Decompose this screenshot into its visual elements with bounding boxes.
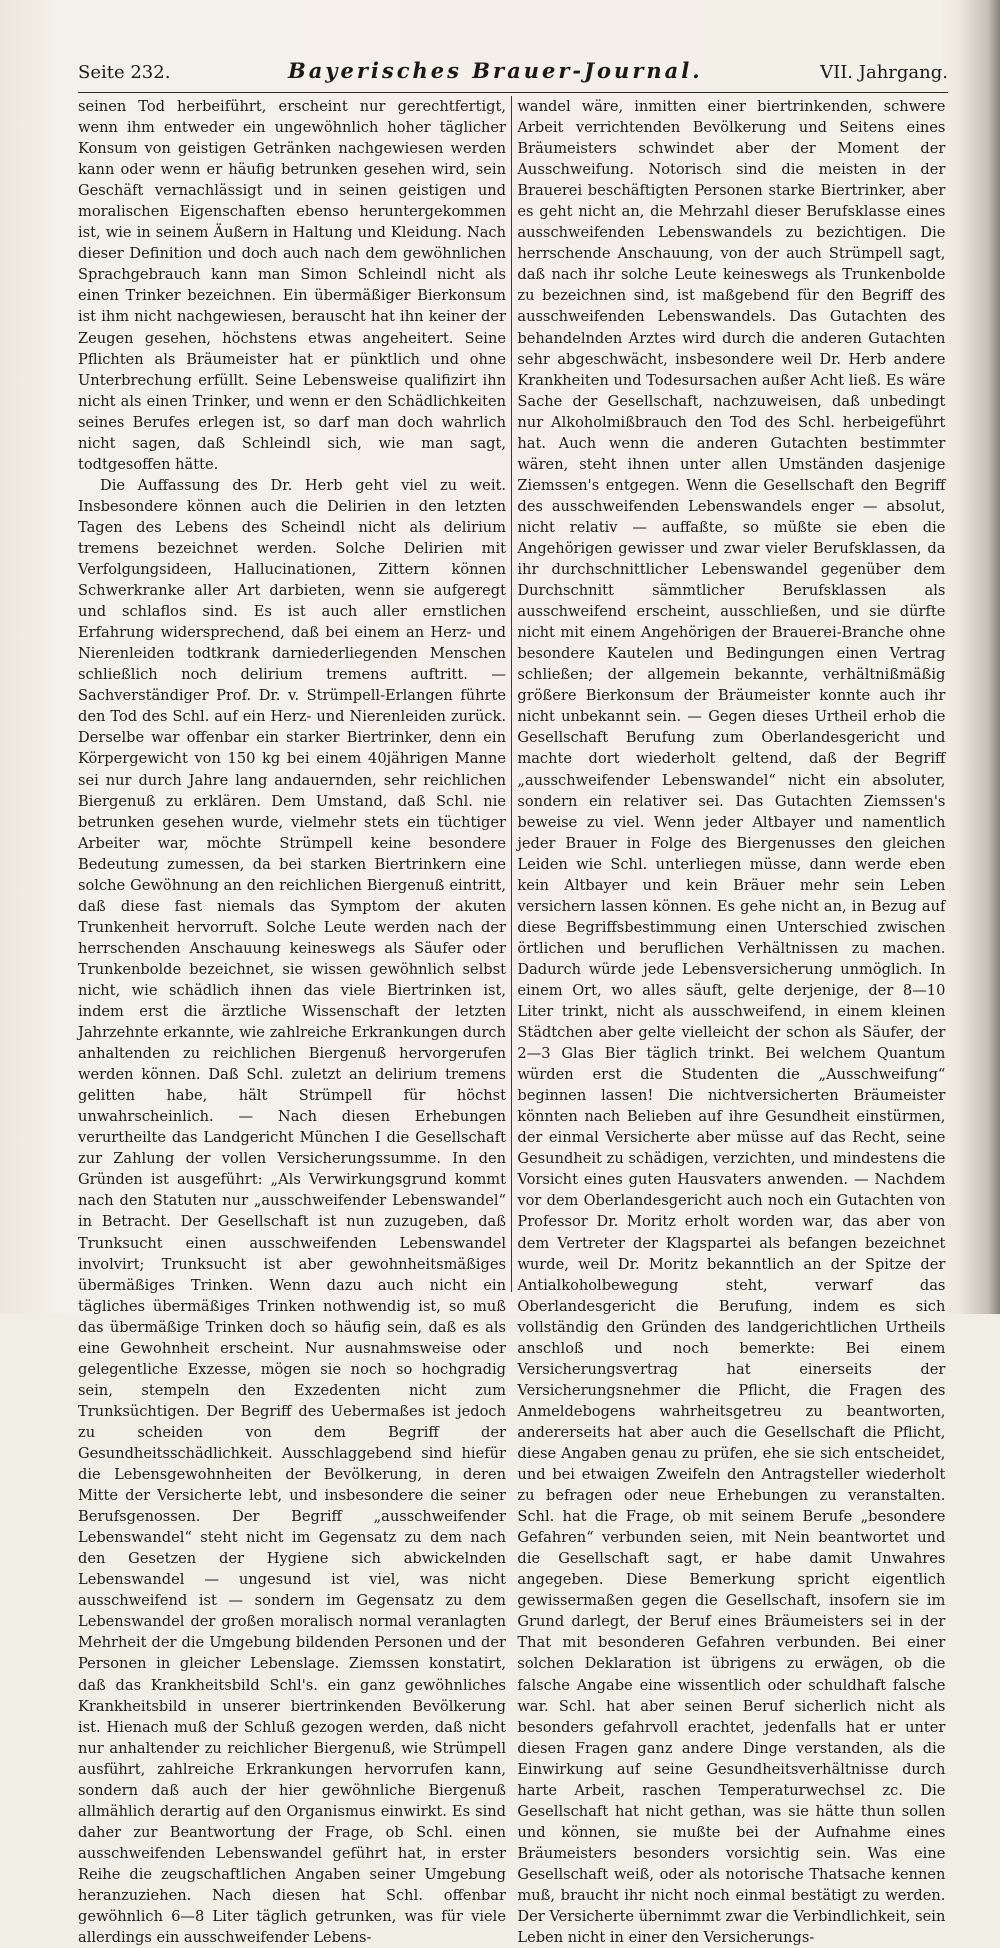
volume-label: VII. Jahrgang.	[820, 62, 948, 83]
page-number: Seite 232.	[78, 62, 171, 83]
column-divider	[511, 96, 512, 1292]
binding-shadow	[960, 0, 1000, 1314]
left-paragraph-1: seinen Tod herbeiführt, erscheint nur gerechtfertigt, wenn ihm entweder ein ungewöhnlich hoher täglicher Konsum von geistigen Getränken nachgewiesen werden kann oder wenn er häufig betrunken gesehen wird, sein Geschäft vernachlässigt und in seinen geistigen und moralischen Eigenschaften ebenso heruntergekommen ist, wie in seinem Äußern in Haltung und Kleidung. Nach dieser Definition und doch auch nach dem gewöhnlichen Sprachgebrauch kann man Simon Schleindl nicht als einen Trinker bezeichnen. Ein übermäßiger Bierkonsum ist ihm nicht nachgewiesen, berauscht hat ihn keiner der Zeugen gesehen, höchstens etwas angeheitert. Seine Pflichten als Bräumeister hat er pünktlich und ohne Unterbrechung erfüllt. Seine Lebensweise qualifizirt ihn nicht als einen Trinker, und wenn er den Schädlichkeiten seines Berufes erlegen ist, so darf man doch wahrlich nicht sagen, daß Schleindl sich, wie man sagt, todtgesoffen hätte.	[78, 98, 506, 473]
right-paragraph-1: wandel wäre, inmitten einer biertrinkenden, schwere Arbeit verrichtenden Bevölkerung und Seitens eines Bräumeisters schwindet aber der Moment der Ausschweifung. Notorisch sind die meisten in der Brauerei beschäftigten Personen starke Biertrinker, aber es geht nicht an, die Mehrzahl dieser Berufsklasse eines ausschweifenden Lebenswandels zu bezichtigen. Die herrschende Anschauung, von der auch Strümpell sagt, daß nach ihr solche Leute keineswegs als Trunkenbolde zu bezeichnen sind, ist maßgebend für den Begriff des ausschweifenden Lebenswandels. Das Gutachten des behandelnden Arztes wird durch die anderen Gutachten sehr abgeschwächt, insbesondere weil Dr. Herb andere Krankheiten und Todesursachen außer Acht ließ. Es wäre Sache der Gesellschaft, nachzuweisen, daß unbedingt nur Alkoholmißbrauch den Tod des Schl. herbeigeführt hat. Auch wenn die anderen Gutachten bestimmter wären, steht ihnen unter allen Umständen dasjenige Ziemssen's entgegen. Wenn die Gesellschaft den Begriff des ausschweifenden Lebenswandels enger — absolut, nicht relativ — auffaßte, so müßte sie eben die Angehörigen gewisser und zwar vieler Berufsklassen, da ihr durchschnittlicher Lebenswandel gegenüber dem Durchschnitt sämmtlicher Berufsklassen als ausschweifend erscheint, ausschließen, und sie dürfte nicht mit einem Angehörigen der Brauerei-Branche ohne besondere Kautelen und Bedingungen einen Vertrag schließen; der allgemein bekannte, verhältnißmäßig größere Bierkonsum der Bräumeister konnte auch ihr nicht unbekannt sein. — Gegen dieses Urtheil erhob die Gesellschaft Berufung zum Oberlandesgericht und machte dort wiederholt geltend, daß der Begriff „ausschweifender Lebenswandel“ nicht ein absoluter, sondern ein relativer sei. Das Gutachten Ziemssen's beweise zu viel. Wenn jeder Altbayer und namentlich jeder Brauer in Folge des Biergenusses den gleichen Leiden wie Schl. unterliegen müsse, dann werde eben kein Altbayer und kein Bräuer mehr sein Leben versichern lassen können. Es gehe nicht an, in Bezug auf diese Begriffsbestimmung einen Unterschied zwischen örtlichen und beruflichen Verhältnissen zu machen. Dadurch würde jede Lebensversicherung unmöglich. In einem Ort, wo alles säuft, gelte derjenige, der 8—10 Liter trinkt, nicht als ausschweifend, in einem kleinen Städtchen aber gelte vielleicht der schon als Säufer, der 2—3 Glas Bier täglich trinkt. Bei welchem Quantum würden erst die Studenten die „Ausschweifung“ beginnen lassen! Die nichtversicherten Bräumeister könnten nach Belieben auf ihre Gesundheit einstürmen, der einmal Versicherte aber müsse auf das Recht, seine Gesundheit zu schädigen, verzichten, und mindestens die Vorsicht eines guten Hausvaters anwenden. — Nachdem vor dem Oberlandesgericht auch noch ein Gutachten von Professor Dr. Moritz erholt worden war, das aber von dem Vertreter der Klagspartei als befangen bezeichnet wurde, weil Dr. Moritz bekanntlich an der Spitze der Antialkoholbewegung steht, verwarf das Oberlandesgericht die Berufung, indem es sich vollständig den Gründen des landgerichtlichen Urtheils anschloß und noch bemerkte: Bei einem Versicherungsvertrag hat einerseits der Versicherungsnehmer die Pflicht, die Fragen des Anmeldebogens wahrheitsgetreu zu beantworten, andererseits hat aber auch die Gesellschaft die Pflicht, diese Angaben genau zu prüfen, ehe sie sich entscheidet, und bei etwaigen Zweifeln den Antragsteller wiederholt zu befragen oder neue Erhebungen zu veranstalten. Schl. hat die Frage, ob mit seinem Berufe „besondere Gefahren“ verbunden seien, mit Nein beantwortet und die Gesellschaft sagt, er habe damit Unwahres angegeben. Diese Bemerkung spricht eigentlich gewissermaßen gegen die Gesellschaft, insofern sie im Grund darlegt, der Beruf eines Bräumeisters sei in der That mit besonderen Gefahren verbunden. Bei einer solchen Deklaration ist übrigens zu erwägen, ob die falsche Angabe eine wissentlich oder schuldhaft falsche war. Schl. hat aber seinen Beruf sicherlich nicht als besonders gefahrvoll erachtet, jedenfalls hat er unter diesen Fragen ganz andere Dinge verstanden, als die Einwirkung auf seine Gesundheitsverhältnisse durch harte Arbeit, raschen Temperaturwechsel zc. Die Gesellschaft hat nicht gethan, was sie hätte thun sollen und können, sie mußte bei der Aufnahme eines Bräumeisters besonders vorsichtig sein. Was eine Gesellschaft weiß, oder als notorische Thatsache kennen muß, braucht ihr nicht noch einmal bestätigt zu werden. Der Versicherte übernimmt zwar die Verbindlichkeit, sein Leben nicht in einer den Versicherungs-	[517, 98, 946, 1947]
right-column	[517, 96, 946, 1947]
text-columns	[78, 96, 946, 1947]
left-column	[78, 96, 506, 1947]
journal-title: Bayerisches Brauer-Journal.	[287, 58, 703, 83]
left-paragraph-2: Die Auffassung des Dr. Herb geht viel zu weit. Insbesondere können auch die Delirien in den letzten Tagen des Lebens des Scheindl nicht als delirium tremens bezeichnet werden. Solche Delirien mit Verfolgungsideen, Hallucinationen, Zittern können Schwerkranke aller Art darbieten, wenn sie aufgeregt und schlaflos sind. Es ist auch aller ernstlichen Erfahrung widersprechend, daß bei einem an Herz- und Nierenleiden todtkrank darniederliegenden Menschen schließlich noch delirium tremens auftritt. — Sachverständiger Prof. Dr. v. Strümpell-Erlangen führte den Tod des Schl. auf ein Herz- und Nierenleiden zurück. Derselbe war offenbar ein starker Biertrinker, denn ein Körpergewicht von 150 kg bei einem 40jährigen Manne sei nur durch Jahre lang andauernden, sehr reichlichen Biergenuß zu erklären. Dem Umstand, daß Schl. nie betrunken gesehen wurde, vielmehr stets ein tüchtiger Arbeiter war, möchte Strümpell keine besondere Bedeutung zumessen, da bei starken Biertrinkern eine solche Gewöhnung an den reichlichen Biergenuß eintritt, daß diese fast niemals das Symptom der akuten Trunkenheit hervorruft. Solche Leute werden nach der herrschenden Anschauung keineswegs als Säufer oder Trunkenbolde bezeichnet, sie wissen gewöhnlich selbst nicht, wie schädlich ihnen das viele Biertrinken ist, indem erst die ärztliche Wissenschaft der letzten Jahrzehnte erkannte, wie zahlreiche Erkrankungen durch anhaltenden zu reichlichen Biergenuß hervorgerufen werden können. Daß Schl. zuletzt an delirium tremens gelitten habe, hält Strümpell für höchst unwahrscheinlich. — Nach diesen Erhebungen verurtheilte das Landgericht München I die Gesellschaft zur Zahlung der vollen Versicherungssumme. In den Gründen ist ausgeführt: „Als Verwirkungsgrund kommt nach den Statuten nur „ausschweifender Lebenswandel“ in Betracht. Der Gesellschaft ist nun zuzugeben, daß Trunksucht einen ausschweifenden Lebenswandel involvirt; Trunksucht ist aber gewohnheitsmäßiges übermäßiges Trinken. Wenn dazu auch nicht ein tägliches übermäßiges Trinken nothwendig ist, so muß das übermäßige Trinken doch so häufig sein, daß es als eine Gewohnheit erscheint. Nur ausnahmsweise oder gelegentliche Exzesse, mögen sie noch so hochgradig sein, stempeln den Exzedenten nicht zum Trunksüchtigen. Der Begriff des Uebermaßes ist jedoch zu scheiden von dem Begriff der Gesundheitsschädlichkeit. Ausschlaggebend sind hiefür die Lebensgewohnheiten der Bevölkerung, in deren Mitte der Versicherte lebt, und insbesondere die seiner Berufsgenossen. Der Begriff „ausschweifender Lebenswandel“ steht nicht im Gegensatz zu dem nach den Gesetzen der Hygiene sich abwickelnden Lebenswandel — ungesund ist viel, was nicht ausschweifend ist — sondern im Gegensatz zu dem Lebenswandel der großen moralisch normal veranlagten Mehrheit der die Umgebung bildenden Personen und der Personen in gleicher Lebenslage. Ziemssen konstatirt, daß das Krankheitsbild Schl's. ein ganz gewöhnliches Krankheitsbild in unserer biertrinkenden Bevölkerung ist. Hienach muß der Schluß gezogen werden, daß nicht nur anhaltender zu reichlicher Biergenuß, wie Strümpell ausführt, zahlreiche Erkrankungen hervorrufen kann, sondern daß auch der hier gewöhnliche Biergenuß allmählich derartig auf den Organismus einwirkt. Es sind daher zur Beantwortung der Frage, ob Schl. einen ausschweifenden Lebenswandel geführt hat, in erster Reihe die zeugschaftlichen Angaben seiner Umgebung heranzuziehen. Nach diesen hat Schl. offenbar gewöhnlich 6—8 Liter täglich getrunken, was für viele allerdings ein ausschweifender Lebens-	[78, 476, 506, 1947]
running-head	[78, 58, 948, 93]
